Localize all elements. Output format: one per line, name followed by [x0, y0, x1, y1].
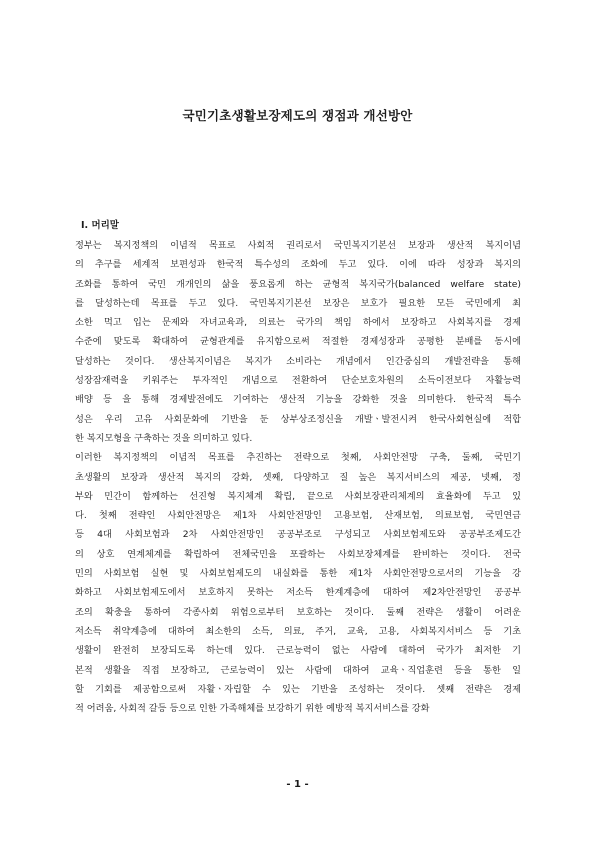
text-line: 성장잠재력을 키워주는 투자적인 개념으로 전환하여 단순보호차원의 소득이전보다 자활능력 [75, 375, 521, 387]
text-line: 의 추구를 세계적 보편성과 한국적 특수성의 조화에 두고 있다. 이에 따라 성장과 복지의 [75, 259, 521, 271]
text-line: 등 4대 사회보험과 2차 사회안전망인 공공부조로 구성되고 사회보험제도와 공공부조제도간 [75, 529, 521, 541]
text-line: 배양 등 을 통해 경제발전에도 기여하는 생산적 기능을 강화한 것을 의미한다. 한국적 특수 [75, 394, 521, 406]
paragraph [75, 448, 521, 718]
text-line: 정부는 복지정책의 이념적 목표로 사회적 권리로서 국민복지기본선 보장과 생산적 복지이념 [75, 240, 521, 251]
text-line: 이러한 복지정책의 이념적 목표를 추진하는 전략으로 첫째, 사회안전망 구축, 둘째, 국민기 [75, 452, 521, 464]
text-line: 조의 확충을 통하여 각종사회 위험으로부터 보호하는 것이다. 둘째 전략은 생활이 어려운 [75, 606, 521, 618]
paragraph [75, 236, 521, 448]
section-heading: Ⅰ. 머리말 [81, 220, 119, 231]
text-line: 의 상호 연계체계를 확립하여 전체국민을 포괄하는 사회보장체계를 완비하는 것이다. 전국 [75, 548, 521, 560]
document-title: 국민기초생활보장제도의 쟁점과 개선방안 [182, 108, 413, 123]
text-line: 달성하는 것이다. 생산복지이념은 복지가 소비라는 개념에서 인간중심의 개발전략을 통해 [75, 355, 521, 367]
text-line: 조화를 통하여 국민 개개인의 삶을 풍요롭게 하는 균형적 복지국가(balanced welfare state) [75, 278, 521, 290]
text-line: 할 기회를 제공함으로써 자활ㆍ자립할 수 있는 기반을 조성하는 것이다. 셋째 전략은 경제 [75, 683, 521, 695]
page-number: - 1 - [286, 779, 309, 790]
text-line: 생활이 완전히 보장되도록 하는데 있다. 근로능력이 없는 사람에 대하여 국가가 최저한 기 [75, 645, 521, 657]
text-line: 수준에 맞도록 확대하여 균형관계를 유지함으로써 적절한 경제성장과 공평한 분배를 동시에 [75, 336, 521, 348]
text-line: 부와 민간이 함께하는 선진형 복지체계 확립, 끝으로 사회보장관리체계의 효율화에 두고 있 [75, 490, 521, 502]
text-line: 적 어려움, 사회적 갈등 등으로 인한 가족해체를 보강하기 위한 예방적 복지서비스를 강화 [75, 703, 430, 715]
text-line: 를 달성하는데 목표를 두고 있다. 국민복지기본선 보장은 보호가 필요한 모든 국민에게 최 [75, 297, 521, 309]
text-line: 성은 우리 고유 사회문화에 기반을 둔 상부상조정신을 개발ㆍ발전시켜 한국사회현실에 적합 [75, 413, 521, 425]
text-line: 다. 첫째 전략인 사회안전망은 제1차 사회안전망인 고용보험, 산재보험, 의료보험, 국민연금 [75, 510, 521, 522]
text-line: 소한 먹고 입는 문제와 자녀교육과, 의료는 국가의 책임 하에서 보장하고 사회복지를 경제 [75, 317, 521, 329]
text-line: 민의 사회보험 실현 및 사회보험제도의 내실화를 통한 제1차 사회안전망으로서의 기능을 강 [75, 568, 521, 580]
text-line: 한 복지모형을 구축하는 것을 의미하고 있다. [75, 432, 253, 444]
text-line: 본적 생활을 직접 보장하고, 근로능력이 있는 사람에 대하여 교육ㆍ직업훈련 등을 통한 일 [75, 664, 521, 676]
text-line: 저소득 취약계층에 대하여 최소한의 소득, 의료, 주거, 교육, 고용, 사회복지서비스 등 기초 [75, 625, 521, 637]
body-text [75, 236, 521, 718]
text-line: 초생활의 보장과 생산적 복지의 강화, 셋째, 다양하고 질 높은 복지서비스의 제공, 넷째, 정 [75, 471, 521, 483]
text-line: 화하고 사회보험제도에서 보호하지 못하는 저소득 한계계층에 대하여 제2차안전망인 공공부 [75, 587, 521, 599]
